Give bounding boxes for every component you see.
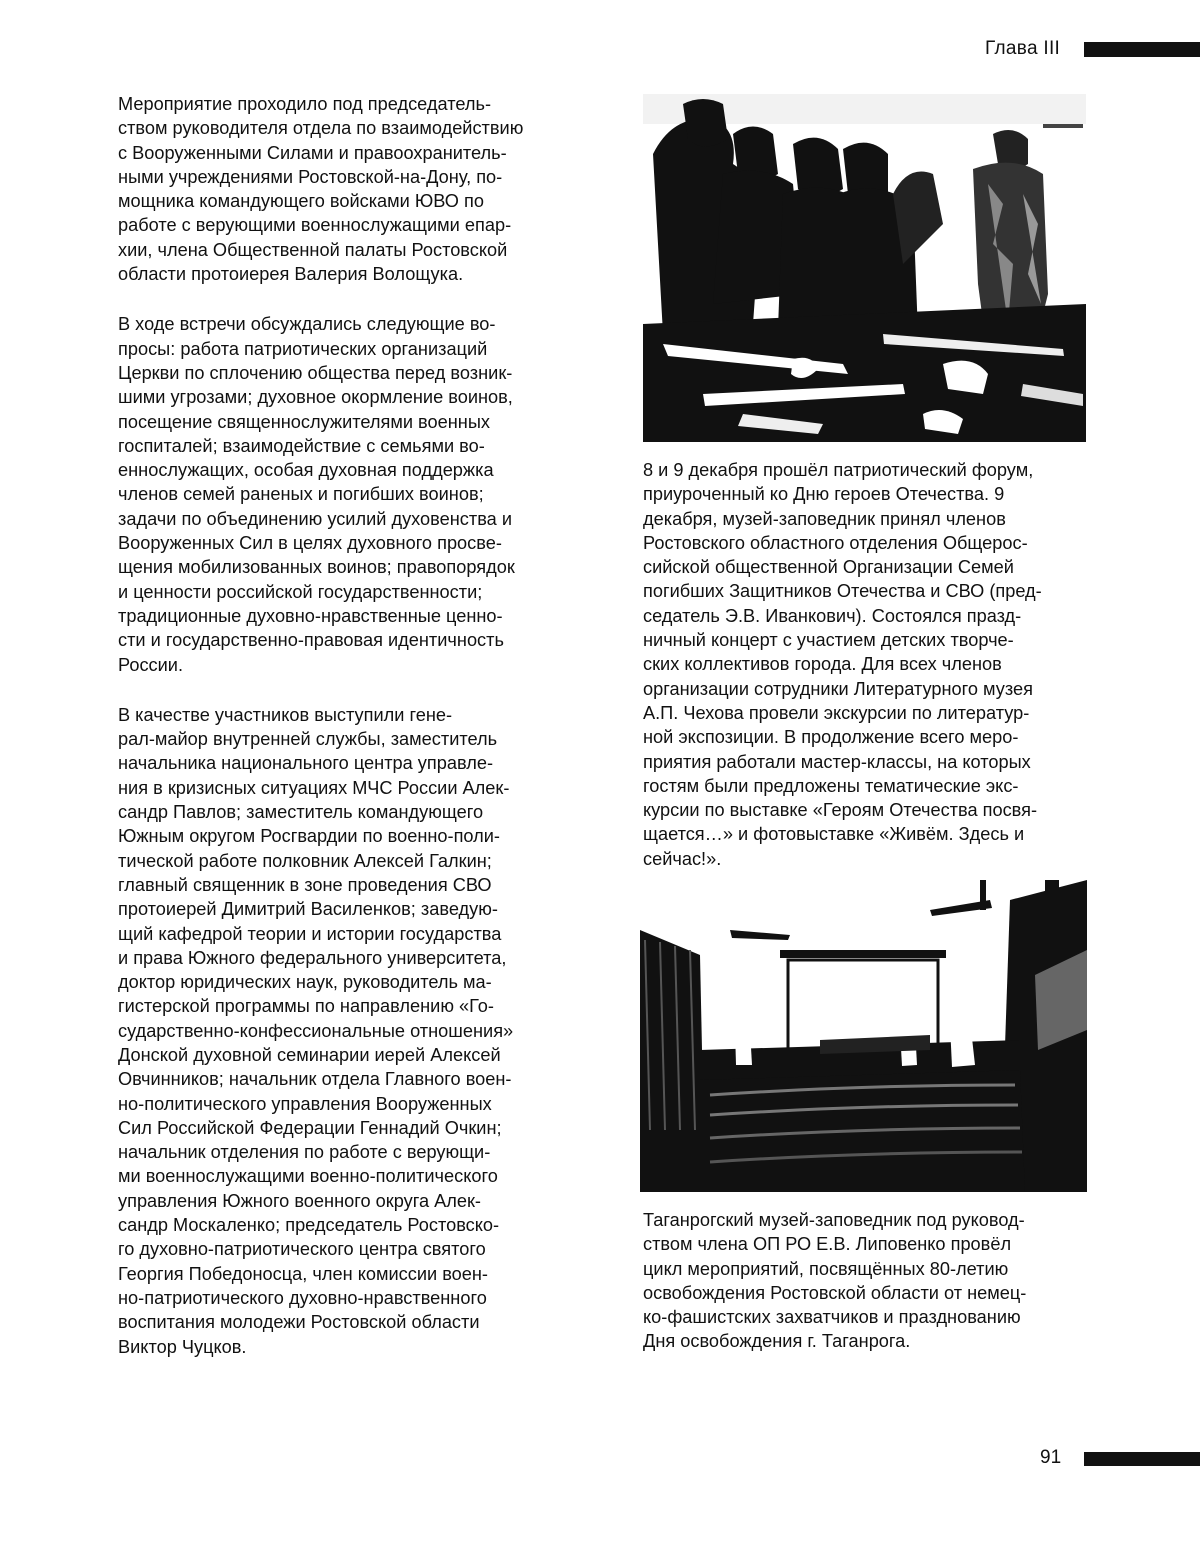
paragraph-topics: В ходе встречи обсуждались следующие во- просы: работа патриотических организаций Церкви по сплочению общества перед возник- шими угрозами; духовное окормление воинов, посещение священнослужителями военных госпиталей; взаимодействие с семьями во- еннослужащих, особая духовная поддержка членов семей раненых и погибших воинов; задачи по объединению усилий духовенства и Вооруженных Сил в целях духовного просве- щения мобилизованных воинов; правопорядок и ценности российской государственности; традиционные духовно-нравственные ценно- сти и государственно-правовая идентичность России. xyxy=(118,314,515,675)
photo-concert-hall xyxy=(640,880,1087,1192)
caption-taganrog-text: Таганрогский музей-заповедник под руковод- ством члена ОП РО Е.В. Липовенко провёл цикл мероприятий, посвящённых 80-летию освобождения Ростовской области от немец- ко-фашистских захватчиков и празднованию Дня освобождения г. Таганрога. xyxy=(643,1210,1027,1352)
caption-taganrog xyxy=(643,1208,1085,1354)
left-column xyxy=(118,92,560,1359)
footer-bar xyxy=(1084,1452,1200,1466)
paragraph-participants: В качестве участников выступили гене- рал-майор внутренней службы, заместитель начальника национального центра управле- ния в кризисных ситуациях МЧС России Алек- сандр Павлов; заместитель командующего Южным округом Росгвардии по военно-поли- тической работе полковник Алексей Галкин; главный священник в зоне проведения СВО протоиерей Димитрий Василенков; заведую- щий кафедрой теории и истории государства и права Южного федерального университета, доктор юридических наук, руководитель ма- гистерской программы по направлению «Го- сударственно-конфессиональные отношения» Донской духовной семинарии иерей Алексей Овчинников; начальник отдела Главного воен- но-политического управления Вооруженных Сил Российской Федерации Геннадий Очкин; начальник отделения по работе с верующи- ми военнослужащими военно-политического управления Южного военного округа Алек- сандр Москаленко; председатель Ростовско- го духовно-патриотического центра святого Георгия Победоносца, член комиссии воен- но-патриотического духовно-нравственного воспитания молодежи Ростовской области Виктор Чуцков. xyxy=(118,704,514,1357)
page-number: 91 xyxy=(1040,1447,1062,1468)
caption-forum-text: 8 и 9 декабря прошёл патриотический форум, приуроченный ко Дню героев Отечества. 9 декабря, музей-заповедник принял членов Ростовского областного отделения Общерос- сийской общественной Организации Семей погибших Защитников Отечества и СВО (пред- седатель Э.В. Иванкович). Состоялся празд- ничный концерт с участием детских творче- ских коллективов города. Для всех членов организации сотрудники Литературного музея А.П. Чехова провели экскурсии по литератур- ной экспозиции. В продолжение всего меро- приятия работали мастер-классы, на которых гостям были предложены тематические экс- курсии по выставке «Героям Отечества посвя- щается…» и фотовыставке «Живём. Здесь и сейчас!». xyxy=(643,460,1042,869)
caption-forum xyxy=(643,458,1085,871)
photo-forum-participants xyxy=(643,94,1086,442)
chapter-label: Глава III xyxy=(985,38,1061,59)
photo-forum-image xyxy=(643,94,1086,442)
header-bar xyxy=(1084,42,1200,57)
paragraph-chairman: Мероприятие проходило под председатель- ством руководителя отдела по взаимодействию с Вооруженными Силами и правоохранитель- ными учреждениями Ростовской-на-Дону, по- мощника командующего войсками ЮВО по работе с верующими военнослужащими епар- хии, члена Общественной палаты Ростовской области протоиерея Валерия Волощука. xyxy=(118,94,524,285)
photo-hall-image xyxy=(640,880,1087,1192)
